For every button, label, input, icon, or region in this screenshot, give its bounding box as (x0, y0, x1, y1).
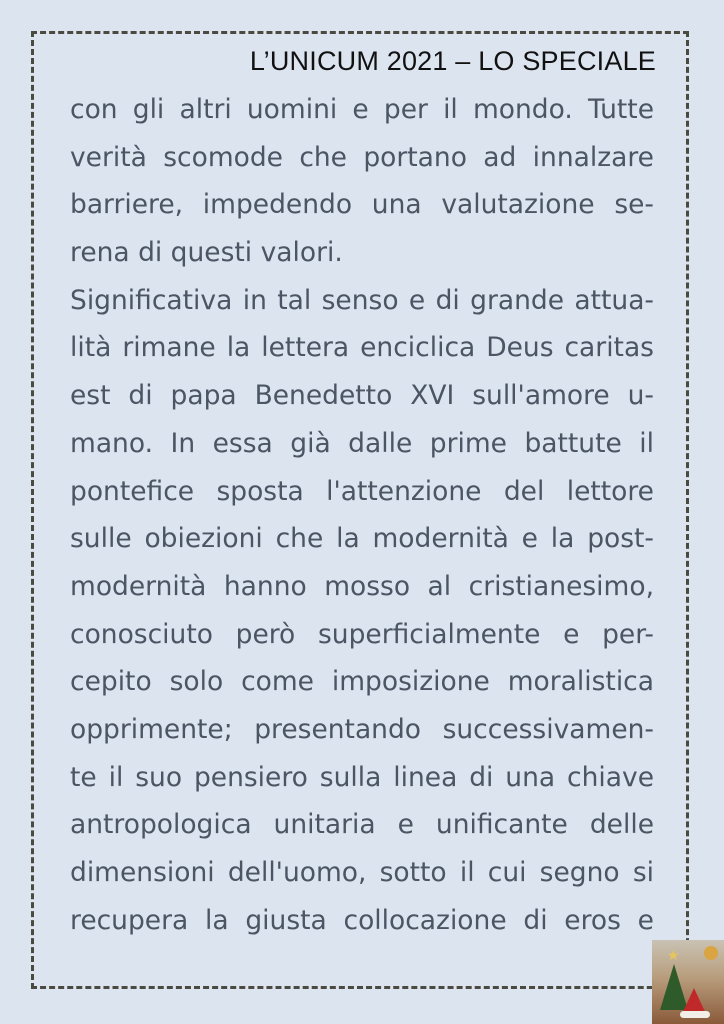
ornament-icon (704, 946, 718, 960)
text-line: conosciuto però superficialmente e per- (70, 618, 654, 650)
star-icon: ★ (667, 948, 680, 964)
text-line: te il suo pensiero sulla linea di una chiave (70, 761, 654, 793)
text-line: modernità hanno mosso al cristianesimo, (70, 570, 654, 602)
christmas-decoration-icon (652, 940, 724, 1024)
santa-hat-brim-icon (680, 1011, 710, 1018)
text-line: est di papa Benedetto XVI sull'amore u- (70, 380, 654, 412)
text-line: con gli altri uomini e per il mondo. Tutte (70, 94, 654, 125)
text-line: antropologica unitaria e unificante delle (70, 809, 654, 841)
text-line: pontefice sposta l'attenzione del lettore (70, 475, 654, 507)
text-line: opprimente; presentando successivamen- (70, 713, 654, 745)
text-line: recupera la giusta collocazione di eros e (70, 904, 654, 936)
text-line: rena di questi valori. (70, 237, 343, 269)
text-line: lità rimane la lettera enciclica Deus caritas (70, 332, 654, 364)
text-line: barriere, impedendo una valutazione se- (70, 189, 654, 221)
text-line: Significativa in tal senso e di grande attua- (70, 284, 654, 316)
text-line: cepito solo come imposizione moralistica (70, 666, 654, 698)
text-line: sulle obiezioni che la modernità e la post- (70, 523, 654, 555)
page-header: L’UNICUM 2021 – LO SPECIALE (249, 46, 656, 76)
text-line: dimensioni dell'uomo, sotto il cui segno si (70, 857, 654, 888)
text-line: verità scomode che portano ad innalzare (70, 141, 654, 173)
body-text (70, 86, 654, 944)
text-line: mano. In essa già dalle prime battute il (70, 427, 654, 459)
